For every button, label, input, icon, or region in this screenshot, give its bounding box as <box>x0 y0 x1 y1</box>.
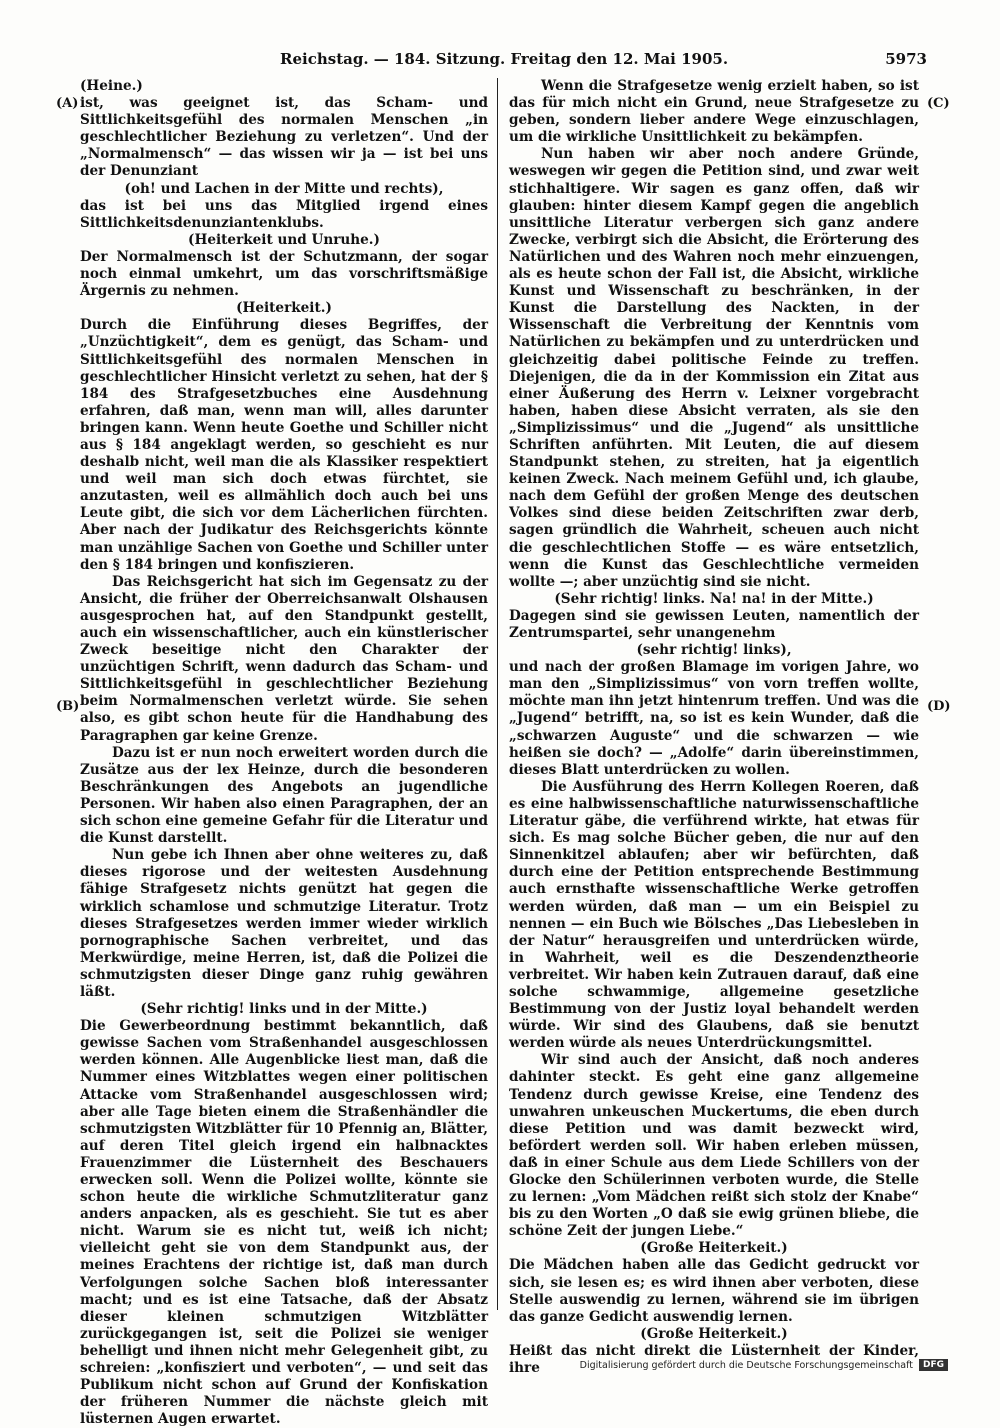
interjection: (Heiterkeit.) <box>236 300 332 317</box>
margin-marker-c: (C) <box>927 96 950 111</box>
paragraph: Wir sind auch der Ansicht, daß noch anderes dahinter steckt. Es geht eine ganz allgemeine Tendenz durch gewisse Kreise, eine Tendenz des unwahren unkeuschen Muckertums, die eben durch diese Petition und was damit bezweckt wird, befördert werden soll. Wir haben erleben müssen, daß in einer Schule aus dem Liede Schillers von der Glocke den Schülerinnen verboten wurde, die Stelle zu lernen: „Vom Mädchen reißt sich stolz der Knabe“ bis zu den Worten „O daß sie ewig grünen bliebe, die schöne Zeit der jungen Liebe.“ <box>509 1052 919 1240</box>
paragraph: Durch die Einführung dieses Begriffes, der „Unzüchtigkeit“, dem es genügt, das Scham- und Sittlichkeitsgefühl des normalen Menschen in geschlechtlicher Hinsicht verletzt zu sehen, hat der § 184 des Strafgesetzbuches eine Ausdehnung erfahren, daß man, wenn man will, alles darunter bringen kann. Wenn heute Goethe und Schiller nicht aus § 184 angeklagt werden, so geschieht es nur deshalb nicht, weil man die als Klassiker respektiert und weil man sich doch etwas fürchtet, sie anzutasten, weil es allmählich doch auch bei uns Leute gibt, die sich vor dem Lächerlichen fürchten. Aber nach der Judikatur des Reichsgerichts könnte man unzählige Sachen von Goethe und Schiller unter den § 184 bringen und konfiszieren. <box>80 317 488 573</box>
paragraph: Nun haben wir aber noch andere Gründe, weswegen wir gegen die Petition sind, und zwar weit stichhaltigere. Wir sagen es ganz offen, daß wir glauben: hinter diesem Kampf gegen die angeblich unsittliche Literatur verbergen sich ganz andere Zwecke, verbirgt sich die Absicht, die Erörterung des Natürlichen und des Wahren noch mehr einzuengen, als es heute schon der Fall ist, die Absicht, wirkliche Kunst und Wissenschaft zu beschränken, in der Kunst die Darstellung des Nackten, in der Wissenschaft die Verbreitung der Kenntnis vom Natürlichen zu bekämpfen und zu unterdrücken und gleichzeitig dabei politische Feinde zu treffen. Diejenigen, die da in der Kommission ein Zitat aus einer Äußerung des Herrn v. Leixner vorgebracht haben, haben diese Absicht verraten, als sie den „Simplizissimus“ und die „Jugend“ als unsittliche Schriften anführten. Mit Leuten, die auf diesem Standpunkt stehen, zu streiten, hat ja eigentlich keinen Zweck. Nach meinem Gefühl und, ich glaube, nach dem Gefühl der großen Menge des deutschen Volkes sind diese beiden Zeitschriften zwar derb, sagen gründlich die Wahrheit, scheuen auch nicht die geschlechtlichen Stoffe — es wäre entsetzlich, wenn die Kunst das Geschlechtliche vermeiden wollte —; aber unzüchtig sind sie nicht. <box>509 146 919 590</box>
running-title: Reichstag. — 184. Sitzung. Freitag den 12. Mai 1905. <box>280 50 729 68</box>
interjection: (Heiterkeit und Unruhe.) <box>188 231 380 248</box>
right-column-text <box>509 78 919 1377</box>
interjection: (Sehr richtig! links. Na! na! in der Mitte.) <box>554 590 874 607</box>
running-header <box>70 50 927 72</box>
speaker-label: (Heine.) <box>80 78 143 94</box>
paragraph: Nun gebe ich Ihnen aber ohne weiteres zu, daß dieses rigorose und der weitesten Ausdehnung fähige Strafgesetz nichts genützt hat gegen die wirklich schamlose und schmutzige Literatur. Trotz dieses Strafgesetzes werden immer wieder wirklich pornographische Sachen verbreitet, und das Merkwürdige, meine Herren, ist, daß die Polizei die schmutzigsten dieser Dinge ganz ruhig gewähren läßt. <box>80 847 488 1000</box>
interjection: (Große Heiterkeit.) <box>640 1325 788 1342</box>
paragraph: Die Mädchen haben alle das Gedicht gedruckt vor sich, sie lesen es; es wird ihnen aber verboten, diese Stelle auswendig zu lernen, während sie im übrigen das ganze Gedicht auswendig lernen. <box>509 1257 919 1325</box>
paragraph: das ist bei uns das Mitglied irgend eines Sittlichkeitsdenunziantenklubs. <box>80 197 488 231</box>
paragraph: Die Ausführung des Herrn Kollegen Roeren, daß es eine halbwissenschaftliche naturwissenschaftliche Literatur gäbe, die verführend wirkte, hat etwas für sich. Es mag solche Bücher geben, die nur auf den Sinnenkitzel ablaufen; aber wir befürchten, daß durch eine der Petition entsprechende Bestimmung auch ernsthafte wissenschaftliche Werke getroffen werden würden, daß man — um ein Beispiel zu nennen — ein Buch wie Bölsches „Das Liebesleben in der Natur“ herausgreifen und unterdrücken würde, in Wahrheit, weil es die Deszendenztheorie verbreitet. Wir haben kein Zutrauen darauf, daß eine solche schwammige, allgemeine gesetzliche Bestimmung von der Justiz loyal behandelt werden würde. Wir sind des Glaubens, daß sie benutzt werden würde als neues Unterdrückungsmittel. <box>509 778 919 1052</box>
paragraph: Wenn die Strafgesetze wenig erzielt haben, so ist das für mich nicht ein Grund, neue Strafgesetze zu geben, sondern lieber andere Wege einzuschlagen, um die wirkliche Unsittlichkeit zu bekämpfen. <box>509 78 919 146</box>
paragraph: ist, was geeignet ist, das Scham- und Sittlichkeitsgefühl des normalen Menschen „in geschlechtlicher Beziehung zu verletzen“. Und der „Normalmensch“ — das wissen wir ja — ist bei uns der Denunziant <box>80 95 488 180</box>
paragraph: und nach der großen Blamage im vorigen Jahre, wo man den „Simplizissimus“ von vorn treffen wollte, möchte man ihn jetzt hintenrum treffen. Und was die „Jugend“ betrifft, na, so ist es kein Wunder, daß die „schwarzen Auguste“ und die schwarzen — wie heißen sie doch? — „Adolfe“ darin übereinstimmen, dieses Blatt unterdrücken zu wollen. <box>509 659 919 778</box>
left-column <box>80 78 488 1428</box>
interjection: (sehr richtig! links), <box>636 642 792 659</box>
margin-marker-b: (B) <box>56 699 80 714</box>
page-number: 5973 <box>885 50 927 68</box>
interjection: (oh! und Lachen in der Mitte und rechts), <box>124 180 444 197</box>
left-column-text <box>80 95 488 1428</box>
paragraph: Dazu ist er nun noch erweitert worden durch die Zusätze aus der lex Heinze, durch die besonderen Beschränkungen des Angebots an jugendliche Personen. Wir haben also einen Paragraphen, der an sich schon eine gemeine Gefahr für die Literatur und die Kunst darstellt. <box>80 744 488 847</box>
interjection: (Große Heiterkeit.) <box>640 1240 788 1257</box>
margin-marker-a: (A) <box>56 96 79 111</box>
right-column <box>509 78 919 1377</box>
interjection: (Sehr richtig! links und in der Mitte.) <box>140 1001 428 1018</box>
paragraph: Der Normalmensch ist der Schutzmann, der sogar noch einmal umkehrt, um das vorschriftsmäßige Ärgernis zu nehmen. <box>80 248 488 300</box>
credit-text: Digitalisierung gefördert durch die Deutsche Forschungsgemeinschaft <box>579 1359 913 1371</box>
column-divider <box>497 78 498 1310</box>
paragraph: Heißt das nicht direkt die Lüsternheit der Kinder, ihre <box>509 1342 919 1377</box>
margin-marker-d: (D) <box>927 699 951 714</box>
digitization-credit <box>580 1359 948 1371</box>
paragraph: Dagegen sind sie gewissen Leuten, namentlich der Zentrumspartei, sehr unangenehm <box>509 607 919 641</box>
dfg-logo: DFG <box>919 1359 948 1371</box>
paragraph: Die Gewerbeordnung bestimmt bekanntlich, daß gewisse Sachen vom Straßenhandel ausgeschlossen werden können. Alle Augenblicke liest man, daß die Nummer eines Witzblattes wegen einer politischen Attacke vom Straßenhandel ausgeschlossen wird; aber alle Tage bieten einem die Straßenhändler die schmutzigsten Witzblätter für 10 Pfennig an, Blätter, auf deren Titel gleich irgend ein halbnacktes Frauenzimmer die Lüsternheit des Beschauers erwecken soll. Wenn die Polizei wollte, könnte sie schon heute die wirkliche Schmutzliteratur ganz anders anpacken, als es geschieht. Sie tut es aber nicht. Warum sie es nicht tut, weiß ich nicht; vielleicht geht sie von dem Standpunkt aus, der meines Erachtens der richtige ist, daß man durch Verfolgungen solche Sachen bloß interessanter macht; und es ist eine Tatsache, daß der Absatz dieser kleinen schmutzigen Witzblätter zurückgegangen ist, seit die Polizei sie weniger behelligt und ihnen nicht mehr Gelegenheit gibt, zu schreien: „konfisziert und verboten“, — und seit das Publikum nicht schon auf Grund der Konfiskation der früheren Nummer die nächste gleich mit lüsternen Augen erwartet. <box>80 1018 488 1428</box>
paragraph: Das Reichsgericht hat sich im Gegensatz zu der Ansicht, die früher der Oberreichsanwalt Olshausen ausgesprochen hat, auf den Standpunkt gestellt, auch ein wissenschaftlicher, auch ein künstlerischer Zweck beseitige nicht den Charakter der unzüchtigen Schrift, wenn dadurch das Scham- und Sittlichkeitsgefühl in geschlechtlicher Beziehung beim Normalmenschen verletzt würde. Sie sehen also, es gibt schon heute für die Handhabung des Paragraphen gar keine Grenze. <box>80 573 488 744</box>
